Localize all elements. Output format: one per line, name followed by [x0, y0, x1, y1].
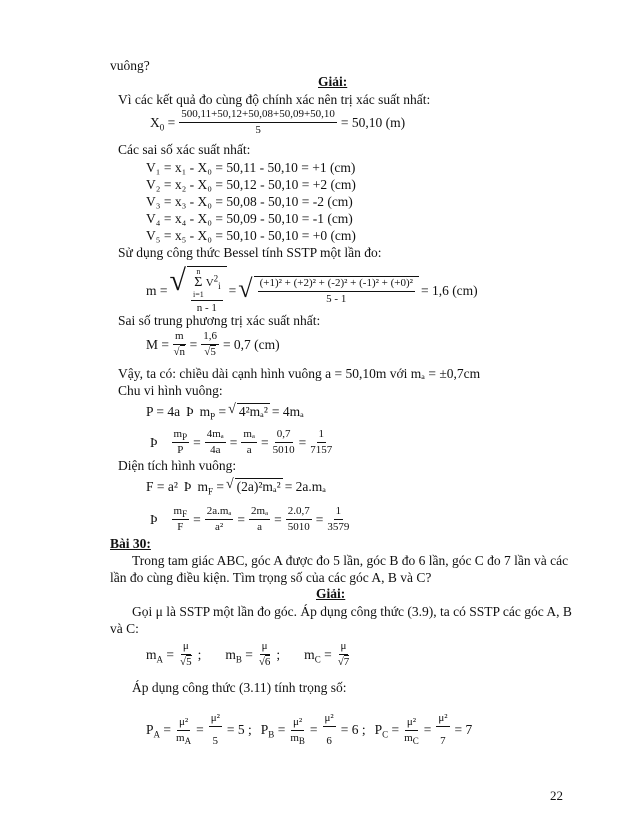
fraction: $\frac{m_P}{P}$	[173, 428, 188, 456]
text-line: Diện tích hình vuông:	[118, 458, 237, 473]
formula-x0	[150, 108, 405, 137]
fraction: $\frac{1}{7157}$	[310, 428, 333, 456]
sqrt: √ n Σ i=1 $V^2_i$ n - 1	[170, 266, 227, 315]
fraction: $\frac{1,6}{√5}$	[203, 330, 217, 358]
fraction: $\frac{\mu}{√5}$	[180, 640, 192, 668]
fraction: $\frac{\mu}{√6}$	[258, 640, 271, 668]
text-line: Chu vi hình vuông:	[118, 383, 223, 398]
text-line: lần đo cùng điều kiện. Tìm trọng số của các góc A, B và C?	[110, 570, 432, 585]
solution-heading: Giải:	[316, 586, 346, 601]
fraction: $\frac{\text{mₐ}}{a}$	[243, 428, 255, 456]
text-line: Sử dụng công thức Bessel tính SSTP một lần đo:	[118, 245, 382, 260]
equation-v1: V₁ = x₁ - X₀ = 50,11 - 50,10 = +1 (cm)	[146, 160, 356, 175]
fraction: $\frac{\text{μ²}}{m_C}$	[404, 715, 419, 746]
equation-v3: V₃ = x₃ - X₀ = 50,08 - 50,10 = -2 (cm)	[146, 194, 353, 209]
text-line: và C:	[110, 621, 139, 636]
equation-v5: V₅ = x₅ - X₀ = 50,10 - 50,10 = +0 (cm)	[146, 228, 356, 243]
sqrt: √ $\frac{\text{(+1)² + (+2)² + (-2)² + (-1)² + (+0)²}}{5 - 1}$	[238, 276, 419, 306]
text-line: Sai số trung phương trị xác suất nhất:	[118, 313, 321, 328]
fraction: $\frac{m_F}{F}$	[173, 505, 188, 533]
exercise-heading: Bài 30:	[110, 536, 151, 551]
fraction: $\frac{1}{3579}$	[327, 505, 350, 533]
text-line: Các sai số xác suất nhất:	[118, 142, 251, 157]
formula-rhs: = 50,10 (m)	[340, 114, 406, 130]
formula-M: M = $\frac{m}{√n}$ = $\frac{1,6}{√5}$ = 0,7 (cm)	[146, 330, 280, 358]
equation-v2: V₂ = x₂ - X₀ = 50,12 - 50,10 = +2 (cm)	[146, 177, 356, 192]
page-number: 22	[550, 788, 563, 803]
text-line: vuông?	[110, 58, 150, 73]
text-line: Áp dụng công thức (3.11) tính trọng số:	[132, 680, 347, 695]
formula-perimeter-ratio: Þ $\frac{m_P}{P}$ = $\frac{\text{4mₐ}}{4a}$ = $\frac{\text{mₐ}}{a}$ = $\frac{0,7}{5010}$ = $\frac{1}{7157}$	[150, 428, 333, 456]
fraction: $\frac{\text{4mₐ}}{4a}$	[206, 428, 224, 456]
text-line: Vì các kết quả đo cùng độ chính xác nên trị xác suất nhất:	[118, 92, 431, 107]
sqrt: √ (2a)²mₐ²	[225, 477, 281, 494]
fraction: $\frac{\mu}{√7}$	[337, 640, 350, 668]
formula-m-angles: $m_A$ = $\frac{\mu}{√5}$ ; $m_B$ = $\frac{\mu}{√6}$ ; $m_C$ = $\frac{\mu}{√7}$	[146, 640, 350, 668]
formula-lhs: M =	[146, 336, 169, 352]
fraction: $\frac{\text{2mₐ}}{a}$	[251, 505, 269, 533]
fraction: n Σ i=1 $V^2_i$ n - 1	[192, 267, 221, 314]
fraction: $\frac{\text{μ²}}{m_A}$	[176, 715, 192, 746]
fraction: $\frac{0,7}{5010}$	[272, 428, 295, 456]
formula-area-ratio: Þ $\frac{m_F}{F}$ = $\frac{\text{2a.mₐ}}{\text{a²}}$ = $\frac{\text{2mₐ}}{a}$ = $\frac{2.0,7}{5010}$ = $\frac{1}{3579}$	[150, 505, 350, 533]
equation-v4: V₄ = x₄ - X₀ = 50,09 - 50,10 = -1 (cm)	[146, 211, 353, 226]
formula-bessel: m = √ n Σ i=1 $V^2_i$ n - 1 = √ $\frac{\text{(+1)² + (+2)² + (-2)² + (-1)² + (+0)²}}{5 - 1}$ = 1,6 (cm)	[146, 264, 478, 314]
formula-rhs: = 0,7 (cm)	[222, 336, 280, 352]
text-line: Vậy, ta có: chiều dài cạnh hình vuông a = 50,10m với mₐ = ±0,7cm	[118, 366, 481, 381]
fraction: $\frac{500,11+50,12+50,08+50,09+50,10}{5}$	[181, 108, 335, 136]
fraction: $\frac{m}{√n}$	[173, 330, 186, 358]
formula-area: F = a² Þ $m_F$ = √ (2a)²mₐ² = 2a.mₐ	[146, 477, 326, 497]
fraction: $\frac{\text{μ²}}{7}$	[438, 712, 448, 747]
sqrt: √ 4²mₐ²	[228, 402, 268, 419]
text-line: Gọi μ là SSTP một lần đo góc. Áp dụng công thức (3.9), ta có SSTP các góc A, B	[132, 604, 572, 619]
solution-heading: Giải:	[318, 74, 348, 89]
formula-perimeter: P = 4a Þ $m_P$ = √ 4²mₐ² = 4mₐ	[146, 402, 304, 422]
fraction: $\frac{\text{μ²}}{6}$	[324, 712, 334, 747]
formula-rhs: = 1,6 (cm)	[420, 282, 478, 298]
formula-weights: $P_A$ = $\frac{\text{μ²}}{m_A}$ = $\frac{\text{μ²}}{5}$ = 5 ; $P_B$ = $\frac{\text{μ²}}{m_B}$ = $\frac{\text{μ²}}{6}$ = 6 ; $P_C$ = $\frac{\text{μ²}}{m_C}$ = $\frac{\text{μ²}}{7}$ = 7	[146, 712, 473, 747]
fraction: $\frac{\text{2a.mₐ}}{\text{a²}}$	[206, 505, 232, 533]
fraction: $\frac{\text{μ²}}{m_B}$	[290, 715, 305, 746]
text-line: Trong tam giác ABC, góc A được đo 5 lần, góc B đo 6 lần, góc C đo 7 lần và các	[132, 553, 569, 568]
formula-lhs: m =	[146, 282, 168, 298]
formula-lhs: $X_0$ =	[150, 114, 176, 133]
fraction: $\frac{\text{(+1)² + (+2)² + (-2)² + (-1)² + (+0)²}}{5 - 1}$	[259, 276, 413, 305]
fraction: $\frac{2.0,7}{5010}$	[287, 505, 310, 533]
fraction: $\frac{\text{μ²}}{5}$	[210, 712, 220, 747]
